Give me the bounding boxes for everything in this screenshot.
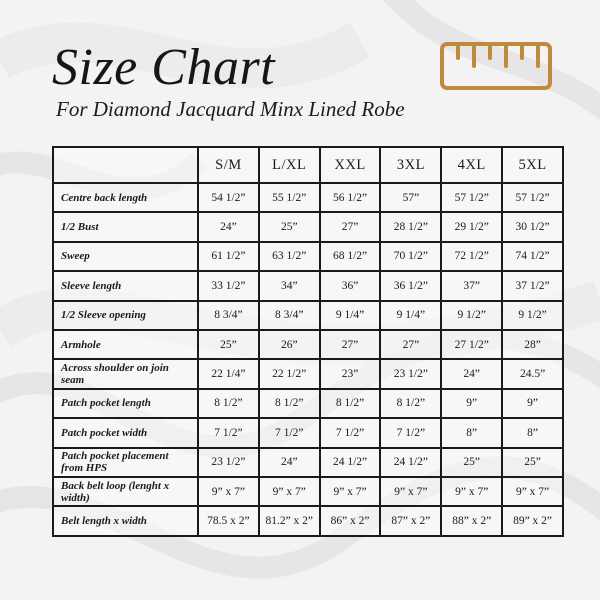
table-cell: 27” (320, 212, 381, 241)
table-cell: 7 1/2” (380, 418, 441, 447)
table-row (53, 477, 563, 506)
table-cell: 57 1/2” (441, 183, 502, 212)
table-row (53, 506, 563, 535)
table-cell: 8” (441, 418, 502, 447)
row-label: Sleeve length (53, 271, 198, 300)
table-cell: 24 1/2” (380, 448, 441, 477)
table-cell: 9” x 7” (259, 477, 320, 506)
table-cell: 54 1/2” (198, 183, 259, 212)
table-cell: 89” x 2” (502, 506, 563, 535)
row-label: Back belt loop (lenght x width) (53, 477, 198, 506)
table-cell: 55 1/2” (259, 183, 320, 212)
table-cell: 24” (198, 212, 259, 241)
table-row (53, 183, 563, 212)
table-cell: 7 1/2” (320, 418, 381, 447)
row-label: Patch pocket placement from HPS (53, 448, 198, 477)
table-cell: 63 1/2” (259, 242, 320, 271)
table-cell: 9 1/4” (320, 301, 381, 330)
table-cell: 9” x 7” (441, 477, 502, 506)
table-cell: 68 1/2” (320, 242, 381, 271)
table-cell: 34” (259, 271, 320, 300)
table-cell: 28” (502, 330, 563, 359)
row-label: Patch pocket length (53, 389, 198, 418)
table-cell: 78.5 x 2” (198, 506, 259, 535)
table-row (53, 271, 563, 300)
row-label: Belt length x width (53, 506, 198, 535)
table-cell: 27 1/2” (441, 330, 502, 359)
table-cell: 25” (198, 330, 259, 359)
table-cell: 8 1/2” (380, 389, 441, 418)
table-cell: 8 3/4” (198, 301, 259, 330)
table-cell: 87” x 2” (380, 506, 441, 535)
ruler-icon (440, 42, 552, 94)
table-cell: 24.5” (502, 359, 563, 388)
header-cell-blank (53, 147, 198, 183)
table-row (53, 359, 563, 388)
table-row (53, 418, 563, 447)
table-row (53, 212, 563, 241)
table-cell: 56 1/2” (320, 183, 381, 212)
header-cell-size: 4XL (441, 147, 502, 183)
table-row (53, 301, 563, 330)
table-cell: 72 1/2” (441, 242, 502, 271)
table-cell: 37 1/2” (502, 271, 563, 300)
table-cell: 24” (259, 448, 320, 477)
header-cell-size: S/M (198, 147, 259, 183)
table-cell: 7 1/2” (259, 418, 320, 447)
table-cell: 70 1/2” (380, 242, 441, 271)
table-cell: 23” (320, 359, 381, 388)
row-label: 1/2 Sleeve opening (53, 301, 198, 330)
table-row (53, 242, 563, 271)
table-cell: 30 1/2” (502, 212, 563, 241)
table-cell: 25” (502, 448, 563, 477)
table-cell: 9” x 7” (380, 477, 441, 506)
table-cell: 33 1/2” (198, 271, 259, 300)
page-subtitle: For Diamond Jacquard Minx Lined Robe (56, 97, 405, 121)
table-cell: 9” x 7” (198, 477, 259, 506)
table-cell: 23 1/2” (380, 359, 441, 388)
row-label: Sweep (53, 242, 198, 271)
table-cell: 9 1/2” (502, 301, 563, 330)
table-cell: 57 1/2” (502, 183, 563, 212)
header-cell-size: L/XL (259, 147, 320, 183)
table-cell: 22 1/4” (198, 359, 259, 388)
size-chart-table (52, 146, 564, 537)
table-row (53, 330, 563, 359)
table-cell: 9” x 7” (502, 477, 563, 506)
table-cell: 24 1/2” (320, 448, 381, 477)
table-cell: 8 1/2” (320, 389, 381, 418)
header-cell-size: 5XL (502, 147, 563, 183)
table-cell: 8 1/2” (259, 389, 320, 418)
table-cell: 8 3/4” (259, 301, 320, 330)
table-cell: 8 1/2” (198, 389, 259, 418)
table-cell: 8” (502, 418, 563, 447)
table-cell: 9” (441, 389, 502, 418)
header-cell-size: XXL (320, 147, 381, 183)
table-cell: 25” (441, 448, 502, 477)
page-title: Size Chart (52, 39, 276, 96)
table-header-row (53, 147, 563, 183)
table-cell: 23 1/2” (198, 448, 259, 477)
row-label: Centre back length (53, 183, 198, 212)
table-cell: 27” (320, 330, 381, 359)
table-cell: 22 1/2” (259, 359, 320, 388)
table-cell: 36” (320, 271, 381, 300)
table-cell: 86” x 2” (320, 506, 381, 535)
table-cell: 7 1/2” (198, 418, 259, 447)
table-cell: 9 1/2” (441, 301, 502, 330)
table-cell: 24” (441, 359, 502, 388)
row-label: Patch pocket width (53, 418, 198, 447)
row-label: Armhole (53, 330, 198, 359)
table-cell: 74 1/2” (502, 242, 563, 271)
table-cell: 9” (502, 389, 563, 418)
table-cell: 9 1/4” (380, 301, 441, 330)
table-cell: 36 1/2” (380, 271, 441, 300)
table-cell: 9” x 7” (320, 477, 381, 506)
row-label: 1/2 Bust (53, 212, 198, 241)
table-cell: 81.2” x 2” (259, 506, 320, 535)
row-label: Across shoulder on join seam (53, 359, 198, 388)
table-row (53, 389, 563, 418)
table-cell: 29 1/2” (441, 212, 502, 241)
table-cell: 27” (380, 330, 441, 359)
table-row (53, 448, 563, 477)
table-cell: 88” x 2” (441, 506, 502, 535)
table-cell: 61 1/2” (198, 242, 259, 271)
table-cell: 57” (380, 183, 441, 212)
table-cell: 37” (441, 271, 502, 300)
table-cell: 25” (259, 212, 320, 241)
header-cell-size: 3XL (380, 147, 441, 183)
table-cell: 26” (259, 330, 320, 359)
table-cell: 28 1/2” (380, 212, 441, 241)
